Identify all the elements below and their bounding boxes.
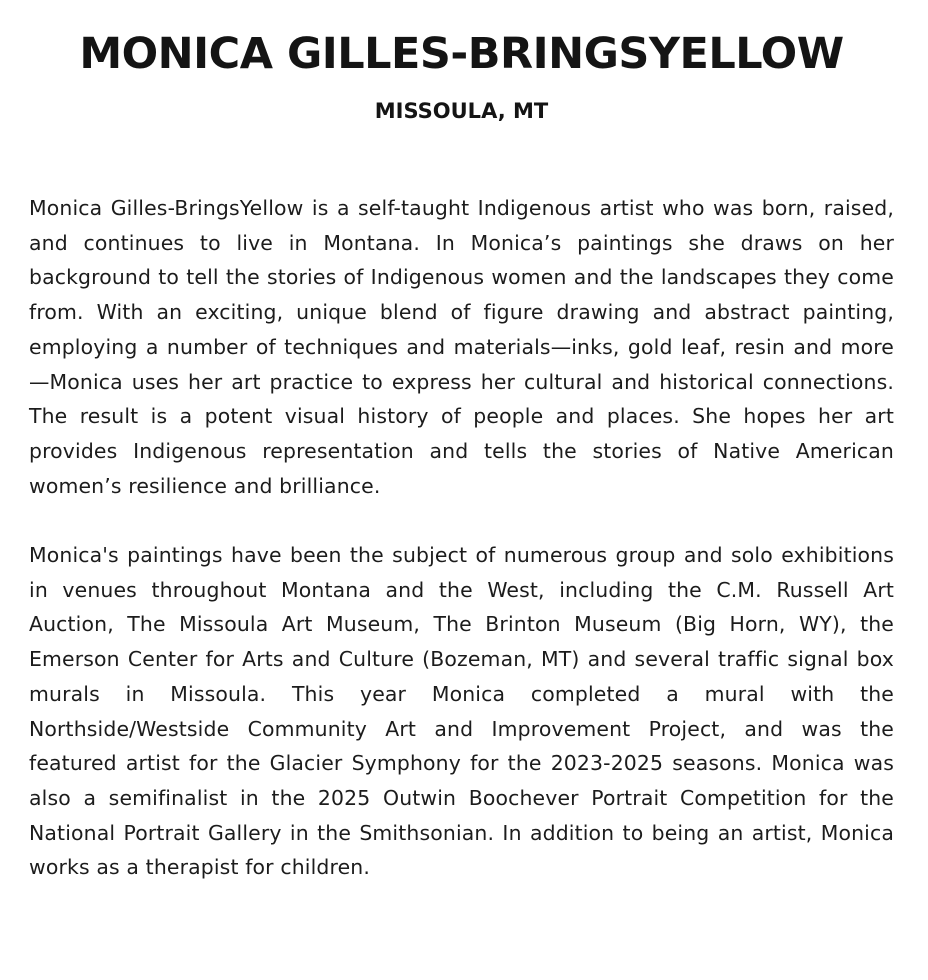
bio-paragraph-2: Monica's paintings have been the subject of numerous group and solo exhibitions in venues throughout Montana and the West, including the C.M. Russell Art Auction, The Missoula Art Museum, The Brinton Museum (Big Horn, WY), the Emerson Center for Arts and Culture (Bozeman, MT) and several traffic signal box murals in Missoula. This year Monica completed a mural with the Northside/Westside Community Art and Improvement Project, and was the featured artist for the Glacier Symphony for the 2023-2025 seasons. Monica was also a semifinalist in the 2025 Outwin Boochever Portrait Competition for the National Portrait Gallery in the Smithsonian. In addition to being an artist, Monica works as a therapist for children. xyxy=(29,543,894,880)
bio-paragraph-1: Monica Gilles-BringsYellow is a self-taught Indigenous artist who was born, raised, and continues to live in Montana. In Monica’s paintings she draws on her background to tell the stories of Indigenous women and the landscapes they come from. With an exciting, unique blend of figure drawing and abstract painting, employing a number of techniques and materials—inks, gold leaf, resin and more—Monica uses her art practice to express her cultural and historical connections. The result is a potent visual history of people and places. She hopes her art provides Indigenous representation and tells the stories of Native American women’s resilience and brilliance. xyxy=(29,196,894,498)
artist-bio xyxy=(29,191,894,885)
artist-name-heading: MONICA GILLES-BRINGSYELLOW xyxy=(79,29,844,79)
artist-location: MISSOULA, MT xyxy=(374,99,549,123)
